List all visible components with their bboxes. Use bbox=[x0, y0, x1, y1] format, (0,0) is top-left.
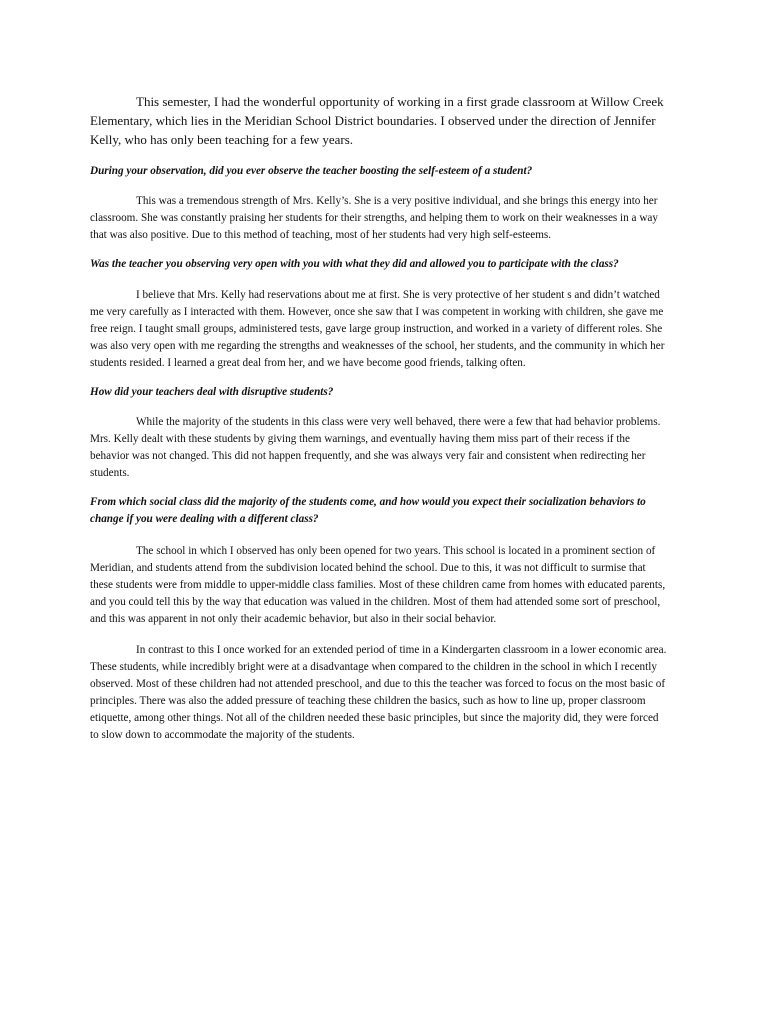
document-body bbox=[90, 92, 670, 756]
answer-self-esteem: This was a tremendous strength of Mrs. Kelly’s. She is a very positive individual, and she brings this energy into her classroom. She was constantly praising her students for their strengths, and helping them to work on their weaknesses in a way that was also positive. Due to this method of teaching, most of her students had very high self-esteems. bbox=[90, 195, 658, 241]
question-social-class: From which social class did the majority of the students come, and how would you expect their socialization behaviors to change if you were dealing with a different class? bbox=[90, 496, 646, 525]
question-teacher-openness: Was the teacher you observing very open with you with what they did and allowed you to participate with the class? bbox=[90, 258, 619, 270]
answer-disruptive-students: While the majority of the students in this class were very well behaved, there were a few that had behavior problems. Mrs. Kelly dealt with these students by giving them warnings, and eventually having them miss part of their recess if the behavior was not changed. This did not happen frequently, and she was always very fair and consistent when redirecting her students. bbox=[90, 416, 661, 479]
intro-paragraph: This semester, I had the wonderful opportunity of working in a first grade classroom at Willow Creek Elementary, which lies in the Meridian School District boundaries. I observed under the direction of Jennifer Kelly, who has only been teaching for a few years. bbox=[90, 94, 664, 147]
answer-social-class-part-1: The school in which I observed has only been opened for two years. This school is located in a prominent section of Meridian, and students attend from the subdivision located behind the school. Due to this, it was not difficult to surmise that these students were from middle to upper-middle class families. Most of these children came from homes with educated parents, and you could tell this by the way that education was valued in the children. Most of them had attended some sort of preschool, and this was apparent in not only their academic behavior, but also in their social behavior. bbox=[90, 545, 666, 625]
question-disruptive-students: How did your teachers deal with disruptive students? bbox=[90, 386, 334, 398]
question-self-esteem: During your observation, did you ever observe the teacher boosting the self-esteem of a student? bbox=[90, 165, 533, 177]
answer-social-class-part-2: In contrast to this I once worked for an extended period of time in a Kindergarten classroom in a lower economic area. These students, while incredibly bright were at a disadvantage when compared to the children in the school in which I recently observed. Most of these children had not attended preschool, and due to this the teacher was forced to focus on the most basic of principles. There was also the added pressure of teaching these children the basics, such as how to line up, proper classroom etiquette, among other things. Not all of the children needed these basic principles, but since the majority did, they were forced to slow down to accommodate the majority of the students. bbox=[90, 644, 667, 741]
answer-teacher-openness: I believe that Mrs. Kelly had reservations about me at first. She is very protective of her student s and didn’t watched me very carefully as I interacted with them. However, once she saw that I was competent in working with children, she gave me free reign. I taught small groups, administered tests, gave large group instruction, and worked in a variety of different roles. She was also very open with me regarding the strengths and weaknesses of the school, her students, and the community in which her students resided. I learned a great deal from her, and we have become good friends, talking often. bbox=[90, 289, 665, 369]
